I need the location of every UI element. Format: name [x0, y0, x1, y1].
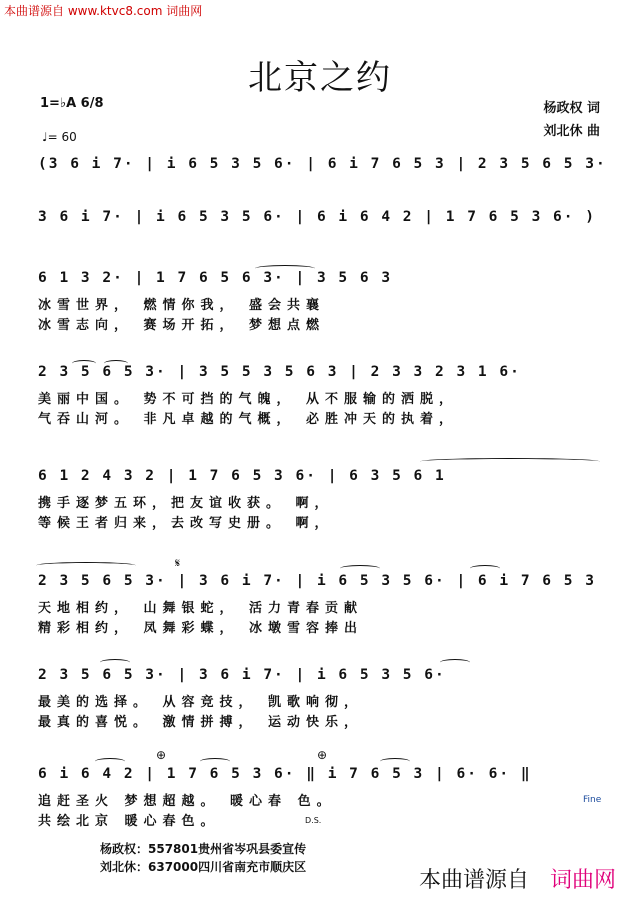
- lyric-verse-2: 最真的喜悦。 激情拼搏， 运动快乐，: [38, 715, 364, 730]
- lyric-verse-2: 共绘北京 暖心春色。: [38, 814, 220, 829]
- slur-mark: [95, 758, 125, 765]
- lyric-verse-1: 携手逐梦五环，把友谊收获。 啊，: [38, 496, 334, 511]
- brand-banner: [419, 863, 616, 894]
- ds-marking: D.S.: [305, 816, 322, 825]
- coda-sign: ⊕: [156, 748, 167, 762]
- notation-line: 3 6 i 7· | i 6 5 3 5 6· | 6 i 6 4 2 | 1 7 6 5 3 6· ): [38, 209, 596, 225]
- notation-line: 2 3 5 6 5 3· | 3 5 5 3 5 6 3 | 2 3 3 2 3 1 6·: [38, 364, 521, 380]
- key-signature: 1=♭A 6/8: [40, 96, 104, 111]
- coda-sign: ⊕: [317, 748, 328, 762]
- slur-mark: [255, 265, 315, 272]
- lyric-verse-2: 等候王者归来，去改写史册。 啊，: [38, 516, 334, 531]
- lyric-verse-1: 追赶圣火 梦想超越。 暖心春 色。: [38, 794, 336, 809]
- lyric-verse-2: 气吞山河。 非凡卓越的气概， 必胜冲天的执着，: [38, 412, 459, 427]
- slur-mark: [36, 562, 136, 569]
- footer-address-2: 刘北休：637000四川省南充市顺庆区: [100, 860, 307, 874]
- lyric-verse-1: 冰雪世界， 燃情你我， 盛会共襄: [38, 298, 326, 313]
- brand-left: 本曲谱源自: [418, 868, 529, 893]
- lyric-verse-2: 精彩相约， 凤舞彩蝶， 冰墩雪容捧出: [38, 621, 364, 636]
- lyricist-credit: 杨政权 词: [543, 101, 600, 116]
- site-watermark: 本曲谱源自 www.ktvc8.com 词曲网: [4, 4, 203, 18]
- notation-line: 2 3 5 6 5 3· | 3 6 i 7· | i 6 5 3 5 6·: [38, 667, 446, 683]
- slur-mark: [72, 360, 96, 367]
- brand-right: 词曲网: [549, 868, 616, 893]
- fine-marking: Fine: [583, 795, 602, 805]
- slur-mark: [100, 659, 130, 666]
- segno-sign: 𝄋: [175, 556, 181, 570]
- notation-line: 6 i 6 4 2 | 1 7 6 5 3 6· ‖ i 7 6 5 3 | 6· 6· ‖: [38, 766, 532, 782]
- footer-address-1: 杨政权：557801贵州省岑巩县委宣传: [100, 842, 307, 856]
- slur-mark: [440, 659, 470, 666]
- lyric-verse-2: 冰雪志向， 赛场开拓， 梦想点燃: [38, 318, 326, 333]
- notation-line: 2 3 5 6 5 3· | 3 6 i 7· | i 6 5 3 5 6· | 6 i 7 6 5 3: [38, 573, 596, 589]
- slur-mark: [380, 758, 410, 765]
- lyric-verse-1: 最美的选择。 从容竞技， 凯歌响彻，: [38, 695, 364, 710]
- lyric-verse-1: 美丽中国。 势不可挡的气魄， 从不服输的洒脱，: [38, 392, 459, 407]
- song-title: 北京之约: [248, 58, 392, 98]
- slur-mark: [200, 758, 230, 765]
- notation-line: 6 1 2 4 3 2 | 1 7 6 5 3 6· | 6 3 5 6 1: [38, 468, 446, 484]
- lyric-verse-1: 天地相约， 山舞银蛇， 活力青春贡献: [38, 601, 364, 616]
- slur-mark: [104, 360, 128, 367]
- tempo-marking: ♩= 60: [42, 130, 77, 144]
- notation-line: (3 6 i 7· | i 6 5 3 5 6· | 6 i 7 6 5 3 | 2 3 5 6 5 3·: [38, 156, 607, 172]
- slur-mark: [340, 565, 380, 572]
- composer-credit: 刘北休 曲: [543, 124, 600, 139]
- slur-mark: [470, 565, 500, 572]
- slur-mark: [420, 458, 600, 465]
- notation-line: 6 1 3 2· | 1 7 6 5 6 3· | 3 5 6 3: [38, 270, 393, 286]
